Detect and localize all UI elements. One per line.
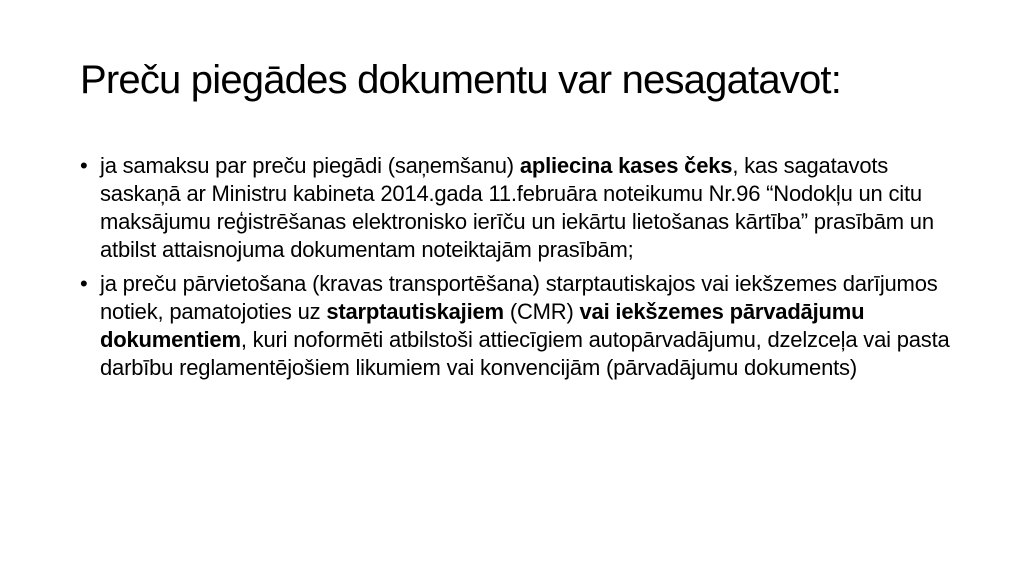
bullet-marker: • bbox=[80, 271, 88, 296]
bullet-text: (CMR) bbox=[503, 299, 580, 324]
bullet-text: , kuri noformēti atbilstoši attiecīgiem autopārvadājumu, dzelzceļa vai pasta darbību reglamentējošiem likumiem vai konvencijām (pārvadājumu dokuments) bbox=[100, 327, 950, 380]
slide-title: Preču piegādes dokumentu var nesagatavot: bbox=[80, 58, 842, 102]
bullet-text: ja preču pārvietošana (kravas transportēšana) starptautiskajos vai iekšzemes darījumos notiek, pamatojoties uz bbox=[100, 271, 938, 324]
bullet-item-cash-receipt bbox=[80, 152, 960, 264]
bullet-text: ja samaksu par preču piegādi (saņemšanu) bbox=[100, 153, 520, 178]
bullet-text-bold: apliecina kases čeks bbox=[519, 153, 733, 178]
bullet-text-bold: starptautiskajiem bbox=[326, 299, 504, 324]
bullet-list bbox=[80, 152, 960, 388]
bullet-marker: • bbox=[80, 153, 88, 178]
bullet-text: , kas sagatavots saskaņā ar Ministru kabineta 2014.gada 11.februāra noteikumu Nr.96 “Nodokļu un citu maksājumu reģistrēšanas elektronisko ierīču un iekārtu lietošanas kārtība” prasībām un atbilst attaisnojuma dokumentam noteiktajām prasībām; bbox=[100, 153, 934, 262]
bullet-item-transport-documents bbox=[80, 270, 960, 382]
bullet-text-bold: vai iekšzemes pārvadājumu dokumentiem bbox=[100, 299, 865, 352]
